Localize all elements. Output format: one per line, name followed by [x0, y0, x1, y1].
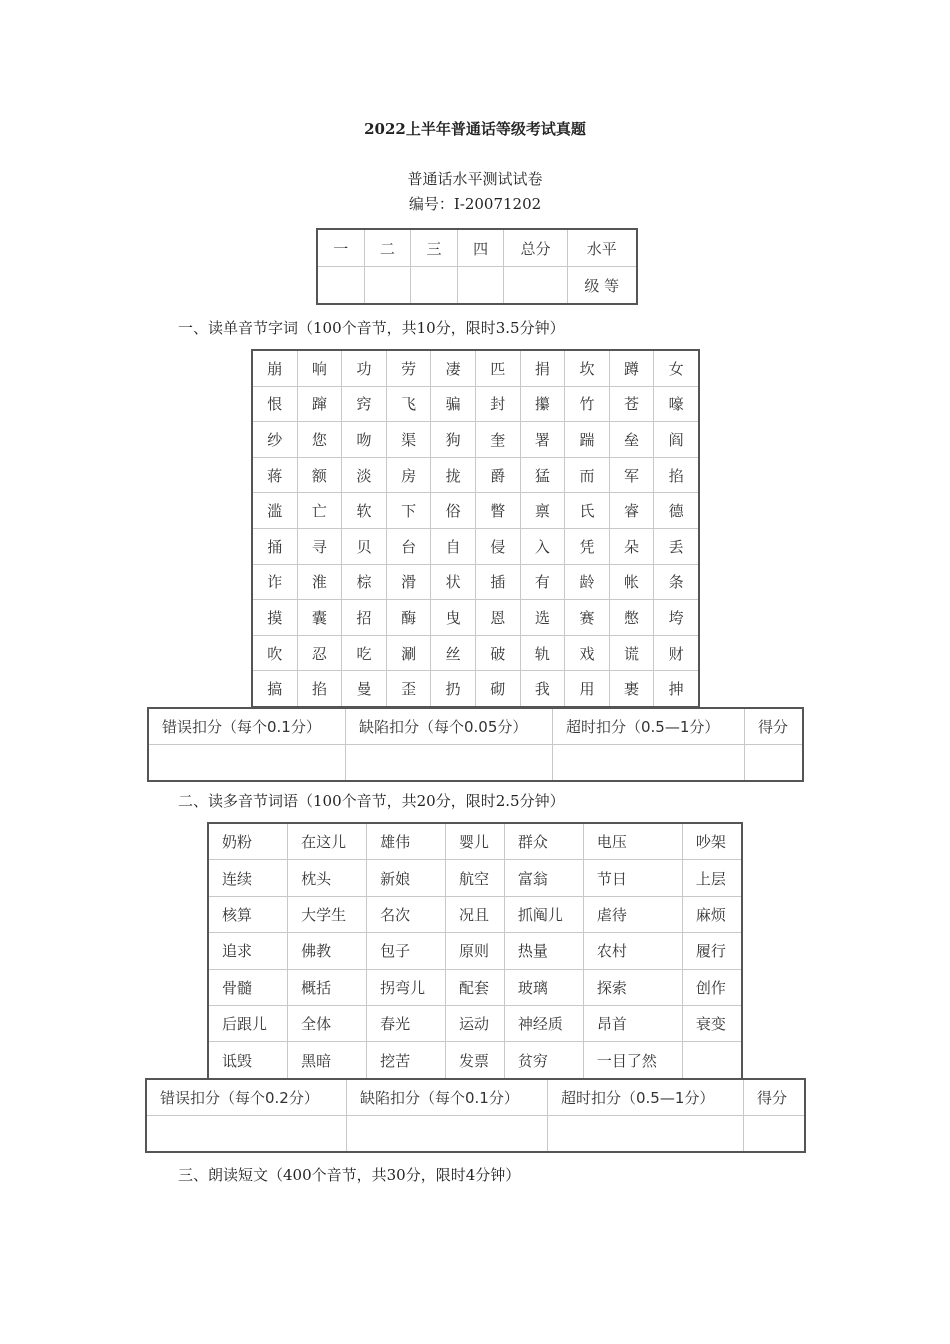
- word-cell: 吵架: [682, 823, 742, 860]
- grid-row: [252, 600, 699, 636]
- word-cell: 在这儿: [288, 823, 367, 860]
- grid-row: [208, 896, 742, 932]
- character-cell: 摸: [252, 600, 297, 636]
- character-cell: 蒋: [252, 457, 297, 493]
- word-cell: 抓阄儿: [504, 896, 583, 932]
- word-cell: 黑暗: [288, 1042, 367, 1079]
- character-cell: 曼: [342, 671, 387, 707]
- grid-row: [252, 350, 699, 386]
- character-cell: 睿: [609, 493, 654, 529]
- score-header: 二: [364, 229, 411, 267]
- character-cell: 帐: [609, 564, 654, 600]
- character-cell: 选: [520, 600, 565, 636]
- overtime-deduction-header: 超时扣分（0.5—1分）: [553, 708, 745, 745]
- word-cell: 概括: [288, 969, 367, 1005]
- word-cell: 大学生: [288, 896, 367, 932]
- character-cell: 军: [609, 457, 654, 493]
- character-cell: 轨: [520, 635, 565, 671]
- grid-row: [208, 823, 742, 860]
- character-cell: 状: [431, 564, 476, 600]
- character-cell: 竹: [565, 386, 610, 422]
- character-cell: 侵: [475, 528, 520, 564]
- character-cell: 俗: [431, 493, 476, 529]
- character-cell: 淡: [342, 457, 387, 493]
- word-cell: 运动: [446, 1005, 505, 1041]
- character-cell: 房: [386, 457, 431, 493]
- character-cell: 亡: [297, 493, 342, 529]
- word-cell: 拐弯儿: [367, 969, 446, 1005]
- character-cell: 忍: [297, 635, 342, 671]
- character-cell: 捐: [520, 350, 565, 386]
- word-cell: 昂首: [583, 1005, 682, 1041]
- character-cell: 用: [565, 671, 610, 707]
- character-cell: 破: [475, 635, 520, 671]
- character-cell: 招: [342, 600, 387, 636]
- multi-syllable-table: [207, 822, 743, 1080]
- character-cell: 阎: [654, 422, 699, 458]
- character-cell: 条: [654, 564, 699, 600]
- overtime-deduction-header: 超时扣分（0.5—1分）: [548, 1079, 744, 1116]
- word-cell: 雄伟: [367, 823, 446, 860]
- character-cell: 搞: [252, 671, 297, 707]
- grid-row: [208, 860, 742, 896]
- character-cell: 蹿: [297, 386, 342, 422]
- character-cell: 入: [520, 528, 565, 564]
- character-cell: 赛: [565, 600, 610, 636]
- defect-deduction-header: 缺陷扣分（每个0.05分）: [346, 708, 553, 745]
- character-cell: 有: [520, 564, 565, 600]
- error-deduction-header: 错误扣分（每个0.2分）: [146, 1079, 347, 1116]
- word-cell: 挖苦: [367, 1042, 446, 1079]
- character-cell: 猛: [520, 457, 565, 493]
- character-cell: 谎: [609, 635, 654, 671]
- score-header: 四: [457, 229, 504, 267]
- word-cell: 航空: [446, 860, 505, 896]
- character-cell: 狗: [431, 422, 476, 458]
- character-cell: 氏: [565, 493, 610, 529]
- character-cell: 滥: [252, 493, 297, 529]
- character-cell: 踹: [565, 422, 610, 458]
- grid-row: [252, 493, 699, 529]
- deduction-cell: [146, 1116, 347, 1153]
- deduction-cell: [346, 745, 553, 782]
- deduction-table-1: [147, 707, 804, 782]
- character-cell: 纱: [252, 422, 297, 458]
- grid-row: [208, 969, 742, 1005]
- grid-row: [252, 386, 699, 422]
- word-cell: 况且: [446, 896, 505, 932]
- paper-subtitle: 普通话水平测试试卷: [407, 170, 543, 188]
- score-cell: [364, 267, 411, 305]
- character-cell: 响: [297, 350, 342, 386]
- character-cell: 凭: [565, 528, 610, 564]
- character-cell: 攥: [520, 386, 565, 422]
- word-cell: 奶粉: [208, 823, 288, 860]
- character-cell: 曳: [431, 600, 476, 636]
- word-cell: 连续: [208, 860, 288, 896]
- word-cell: 骨髓: [208, 969, 288, 1005]
- section-3-heading: 三、朗读短文（400个音节，共30分，限时4分钟）: [178, 1166, 521, 1184]
- character-cell: 淮: [297, 564, 342, 600]
- character-cell: 德: [654, 493, 699, 529]
- character-cell: 吹: [252, 635, 297, 671]
- grid-row: [208, 933, 742, 969]
- word-cell: 配套: [446, 969, 505, 1005]
- word-cell: 诋毁: [208, 1042, 288, 1079]
- character-cell: 酶: [386, 600, 431, 636]
- word-cell: 衰变: [682, 1005, 742, 1041]
- character-cell: 扔: [431, 671, 476, 707]
- section-2-heading: 二、读多音节词语（100个音节，共20分，限时2.5分钟）: [178, 792, 565, 810]
- character-cell: 吃: [342, 635, 387, 671]
- character-cell: 朵: [609, 528, 654, 564]
- word-cell: 虐待: [583, 896, 682, 932]
- score-cell: [317, 267, 364, 305]
- grid-row: [208, 1042, 742, 1079]
- character-cell: 财: [654, 635, 699, 671]
- character-cell: 下: [386, 493, 431, 529]
- character-cell: 署: [520, 422, 565, 458]
- character-cell: 诈: [252, 564, 297, 600]
- score-cell: [504, 267, 567, 305]
- character-cell: 砌: [475, 671, 520, 707]
- word-cell: 枕头: [288, 860, 367, 896]
- score-header: 三: [411, 229, 458, 267]
- word-cell: 原则: [446, 933, 505, 969]
- deduction-cell: [553, 745, 745, 782]
- word-cell: 神经质: [504, 1005, 583, 1041]
- grid-row: [252, 671, 699, 707]
- word-cell: 全体: [288, 1005, 367, 1041]
- grid-row: [252, 528, 699, 564]
- character-cell: 而: [565, 457, 610, 493]
- word-cell: 婴儿: [446, 823, 505, 860]
- character-cell: 歪: [386, 671, 431, 707]
- word-cell: 玻璃: [504, 969, 583, 1005]
- character-cell: 台: [386, 528, 431, 564]
- word-cell: 发票: [446, 1042, 505, 1079]
- word-cell: 包子: [367, 933, 446, 969]
- grid-row: [252, 422, 699, 458]
- character-cell: 吻: [342, 422, 387, 458]
- character-cell: 恨: [252, 386, 297, 422]
- character-cell: 禀: [520, 493, 565, 529]
- character-cell: 捅: [252, 528, 297, 564]
- word-cell: 追求: [208, 933, 288, 969]
- word-cell: 春光: [367, 1005, 446, 1041]
- word-cell: 探索: [583, 969, 682, 1005]
- character-cell: 龄: [565, 564, 610, 600]
- character-cell: 憋: [609, 600, 654, 636]
- character-cell: 裹: [609, 671, 654, 707]
- character-cell: 插: [475, 564, 520, 600]
- word-cell: 上层: [682, 860, 742, 896]
- word-cell: 电压: [583, 823, 682, 860]
- character-cell: 掐: [654, 457, 699, 493]
- defect-deduction-header: 缺陷扣分（每个0.1分）: [347, 1079, 548, 1116]
- word-cell: 麻烦: [682, 896, 742, 932]
- paper-code: 编号：I-20071202: [408, 195, 542, 213]
- word-cell: 群众: [504, 823, 583, 860]
- character-cell: 涮: [386, 635, 431, 671]
- page-title: 2022上半年普通话等级考试真题: [364, 120, 586, 138]
- deduction-cell: [148, 745, 346, 782]
- character-cell: 戏: [565, 635, 610, 671]
- character-cell: 贝: [342, 528, 387, 564]
- character-cell: 苍: [609, 386, 654, 422]
- grid-row: [252, 635, 699, 671]
- character-cell: 额: [297, 457, 342, 493]
- word-cell: 节日: [583, 860, 682, 896]
- character-cell: 凄: [431, 350, 476, 386]
- deduction-cell: [347, 1116, 548, 1153]
- word-cell: 富翁: [504, 860, 583, 896]
- character-cell: 嚎: [654, 386, 699, 422]
- word-cell: 后跟儿: [208, 1005, 288, 1041]
- character-cell: 垒: [609, 422, 654, 458]
- single-syllable-table: [251, 349, 700, 708]
- word-cell: 热量: [504, 933, 583, 969]
- deduction-cell: [745, 745, 804, 782]
- character-cell: 棕: [342, 564, 387, 600]
- character-cell: 奎: [475, 422, 520, 458]
- word-cell: 贫穷: [504, 1042, 583, 1079]
- word-cell: 名次: [367, 896, 446, 932]
- character-cell: 瞥: [475, 493, 520, 529]
- score-cell: [457, 267, 504, 305]
- character-cell: 丝: [431, 635, 476, 671]
- score-header: 得分: [745, 708, 804, 745]
- level-label: 级 等: [567, 267, 637, 305]
- character-cell: 爵: [475, 457, 520, 493]
- character-cell: 飞: [386, 386, 431, 422]
- character-cell: 恩: [475, 600, 520, 636]
- score-header: 总分: [504, 229, 567, 267]
- character-cell: 匹: [475, 350, 520, 386]
- section-1-heading: 一、读单音节字词（100个音节，共10分，限时3.5分钟）: [178, 319, 565, 337]
- character-cell: 骗: [431, 386, 476, 422]
- word-cell: 履行: [682, 933, 742, 969]
- character-cell: 软: [342, 493, 387, 529]
- character-cell: 女: [654, 350, 699, 386]
- character-cell: 蹲: [609, 350, 654, 386]
- score-header: 一: [317, 229, 364, 267]
- score-cell: [411, 267, 458, 305]
- score-table: [316, 228, 638, 305]
- character-cell: 渠: [386, 422, 431, 458]
- deduction-cell: [744, 1116, 806, 1153]
- grid-row: [252, 564, 699, 600]
- grid-row: [208, 1005, 742, 1041]
- score-header: 水平: [567, 229, 637, 267]
- deduction-cell: [548, 1116, 744, 1153]
- word-cell: [682, 1042, 742, 1079]
- character-cell: 窍: [342, 386, 387, 422]
- word-cell: 创作: [682, 969, 742, 1005]
- deduction-table-2: [145, 1078, 806, 1153]
- error-deduction-header: 错误扣分（每个0.1分）: [148, 708, 346, 745]
- word-cell: 佛教: [288, 933, 367, 969]
- character-cell: 掐: [297, 671, 342, 707]
- character-cell: 封: [475, 386, 520, 422]
- character-cell: 我: [520, 671, 565, 707]
- character-cell: 滑: [386, 564, 431, 600]
- character-cell: 劳: [386, 350, 431, 386]
- score-header: 得分: [744, 1079, 806, 1116]
- character-cell: 您: [297, 422, 342, 458]
- character-cell: 自: [431, 528, 476, 564]
- character-cell: 功: [342, 350, 387, 386]
- character-cell: 寻: [297, 528, 342, 564]
- word-cell: 新娘: [367, 860, 446, 896]
- word-cell: 农村: [583, 933, 682, 969]
- character-cell: 囊: [297, 600, 342, 636]
- character-cell: 丢: [654, 528, 699, 564]
- character-cell: 坎: [565, 350, 610, 386]
- word-cell: 核算: [208, 896, 288, 932]
- word-cell: 一目了然: [583, 1042, 682, 1079]
- character-cell: 拢: [431, 457, 476, 493]
- character-cell: 抻: [654, 671, 699, 707]
- character-cell: 崩: [252, 350, 297, 386]
- grid-row: [252, 457, 699, 493]
- character-cell: 垮: [654, 600, 699, 636]
